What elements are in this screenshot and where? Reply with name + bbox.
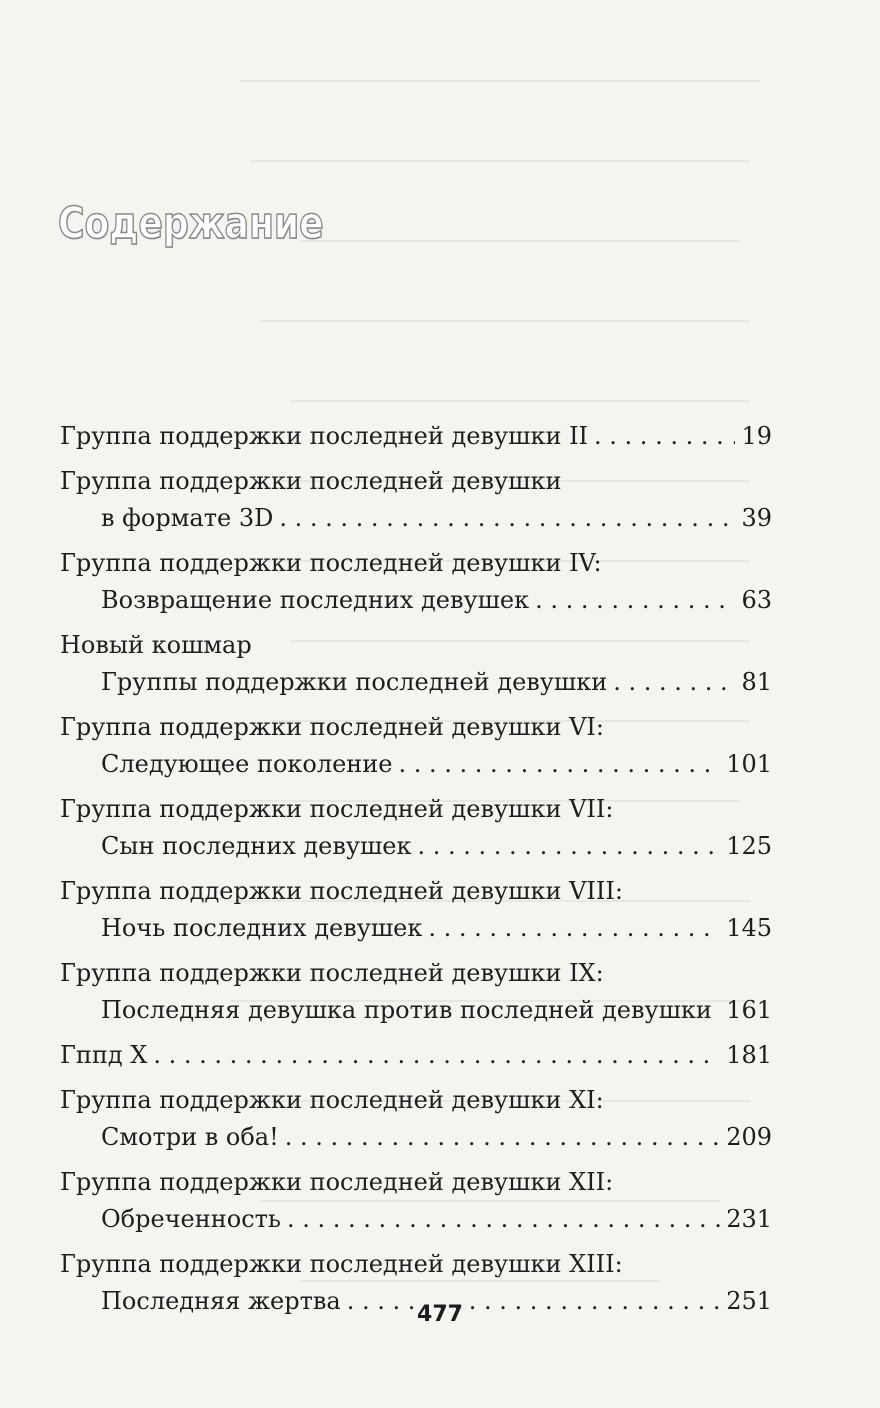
toc-entry-title-line (60, 1082, 772, 1119)
toc-entry-text: Группа поддержки последней девушки IV: (60, 549, 602, 577)
toc-leader-dots (594, 418, 735, 455)
toc-entry-text: Группа поддержки последней девушки XII: (60, 1168, 614, 1196)
page-number: 477 (417, 1302, 463, 1327)
toc-entry-title-line (60, 418, 772, 455)
toc-entry (60, 709, 772, 783)
toc-entry-title-line (60, 955, 772, 992)
toc-leader-dots (718, 992, 720, 1029)
toc-entry-title-line (60, 463, 772, 500)
toc-entry-text: Группа поддержки последней девушки VII: (60, 795, 614, 823)
toc-page-number: 209 (726, 1123, 772, 1151)
toc-entry-subtitle-line (60, 1201, 772, 1238)
toc-page-number: 231 (726, 1205, 772, 1233)
toc-entry-title-line (60, 1037, 772, 1074)
toc-entry (60, 873, 772, 947)
toc-entry-text: Новый кошмар (60, 631, 252, 659)
table-of-contents (60, 418, 772, 1320)
toc-entry-title-line (60, 791, 772, 828)
toc-page-number: 101 (726, 750, 772, 778)
toc-entry-text: Смотри в оба! (101, 1123, 279, 1151)
toc-entry-title-line (60, 627, 772, 664)
toc-leader-dots (287, 1201, 720, 1238)
toc-entry (60, 545, 772, 619)
toc-page-number: 251 (726, 1287, 772, 1315)
toc-entry-text: Группа поддержки последней девушки IX: (60, 959, 604, 987)
page-title: Содержание (58, 198, 324, 249)
toc-page-number: 81 (741, 668, 772, 696)
toc-entry-subtitle-line (60, 746, 772, 783)
toc-entry-text: Следующее поколение (101, 750, 393, 778)
toc-entry-text: Группа поддержки последней девушки VIII: (60, 877, 623, 905)
toc-entry-title-line (60, 1246, 772, 1283)
toc-page-number: 19 (741, 422, 772, 450)
toc-entry-text: Гппд Х (60, 1041, 148, 1069)
toc-entry-text: Обреченность (101, 1205, 281, 1233)
toc-entry-subtitle-line (60, 582, 772, 619)
toc-entry-text: Группа поддержки последней девушки XIII: (60, 1250, 623, 1278)
toc-entry (60, 1037, 772, 1074)
toc-entry (60, 463, 772, 537)
toc-entry-text: Сын последних девушек (101, 832, 412, 860)
toc-entry-subtitle-line (60, 1119, 772, 1156)
toc-entry-text: Возвращение последних девушек (101, 586, 530, 614)
toc-page-number: 63 (741, 586, 772, 614)
toc-entry (60, 955, 772, 1029)
toc-entry-subtitle-line (60, 500, 772, 537)
toc-entry-subtitle-line (60, 664, 772, 701)
toc-leader-dots (535, 582, 735, 619)
toc-leader-dots (418, 828, 721, 865)
toc-entry-subtitle-line (60, 828, 772, 865)
toc-page-number: 145 (726, 914, 772, 942)
toc-entry (60, 1082, 772, 1156)
toc-leader-dots (613, 664, 735, 701)
toc-entry-text: Последняя жертва (101, 1287, 341, 1315)
toc-entry-subtitle-line (60, 910, 772, 947)
toc-page-number: 125 (726, 832, 772, 860)
toc-leader-dots (279, 500, 735, 537)
toc-page-number: 181 (726, 1041, 772, 1069)
toc-entry-title-line (60, 709, 772, 746)
toc-entry-text: Ночь последних девушек (101, 914, 423, 942)
toc-entry (60, 1164, 772, 1238)
toc-entry-text: Группа поддержки последней девушки (60, 467, 562, 495)
toc-entry (60, 418, 772, 455)
toc-leader-dots (428, 910, 720, 947)
toc-page-number: 39 (741, 504, 772, 532)
toc-leader-dots (399, 746, 721, 783)
toc-entry-text: Группа поддержки последней девушки VI: (60, 713, 604, 741)
toc-entry-text: в формате 3D (101, 504, 274, 532)
toc-entry-subtitle-line (60, 992, 772, 1029)
toc-leader-dots (285, 1119, 720, 1156)
toc-entry-text: Группа поддержки последней девушки XI: (60, 1086, 604, 1114)
toc-entry (60, 791, 772, 865)
toc-leader-dots (153, 1037, 720, 1074)
toc-entry-title-line (60, 545, 772, 582)
toc-entry-text: Группы поддержки последней девушки (101, 668, 608, 696)
toc-entry-text: Последняя девушка против последней девушки (101, 996, 712, 1024)
toc-entry-title-line (60, 1164, 772, 1201)
toc-entry (60, 627, 772, 701)
toc-entry-title-line (60, 873, 772, 910)
toc-page-number: 161 (726, 996, 772, 1024)
toc-entry-text: Группа поддержки последней девушки II (60, 422, 589, 450)
